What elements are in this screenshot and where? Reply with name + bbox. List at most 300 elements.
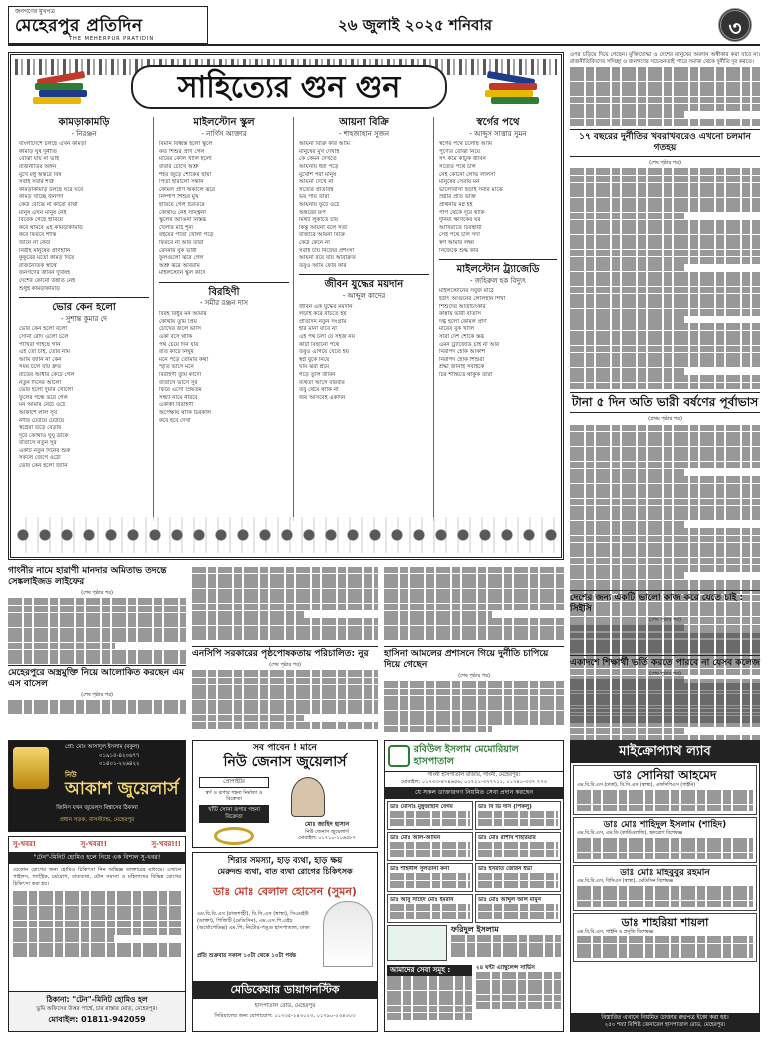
text-line [384,567,564,574]
text-line [13,928,181,935]
text-line [570,183,760,190]
doctor-degrees: এম.বি.বি.এস (রাজশাহী), বি.সি.এস (স্বাস্থ্য), সিএমইউ (ডাক্তা), পিজিটি (মেডিসিন), এম.এস.পি.এইচ (অর্থোপেডিক্স) এম.পি, নিটোর-পঙ্গু হাসপাতাল, ঢাকা [197,911,310,931]
text-line [384,574,564,581]
poem-line: সত্যের পথে চলি [439,164,476,171]
poem-line: কেউ বোঝে না কারো ব্যথা [19,202,78,208]
text-line [577,951,753,958]
text-line [478,850,558,857]
text-line [192,589,378,596]
poem-line: আয়নায় ধরা পড়ে [299,164,339,171]
poem-line: জীবন এক যুদ্ধের ময়দান [299,303,353,310]
poem-title: স্বর্গের পথে [476,117,520,128]
news-article-1 [8,566,186,734]
poem-line: নতুন দিনের আলো [19,379,62,386]
doctor-name: ডাঃ মোঃ রাশীব শাহরিয়ার [478,834,536,841]
doctor-name: ডাঃ মোঃ আব্দুল আল মামুন [478,896,541,903]
text-line [577,838,753,845]
necklace-image [13,747,49,789]
text-line [13,891,181,898]
text-line [390,912,470,919]
article-body-lines [570,168,760,389]
poem-line: সবাই চায় নিজের প্রশংসা [299,247,355,254]
poem-line: আখিরাতে চিরস্থায়ী [439,224,482,231]
poem-line: কামড় খাচ্ছে জনগণ [19,194,64,201]
ad-centre-name: মেডিকেয়ার ডায়াগনস্টিক [193,981,377,999]
text-line [192,692,378,699]
news-article-4 [192,646,378,736]
hospital-doctor-card [475,832,561,861]
text-line [478,811,558,818]
article-headline: এনসিপি সরকারের পৃষ্ঠপোষকতায় পরিচালিত: নুর [192,649,369,659]
text-line [384,626,564,633]
poem-line: মুখোশ পরা মানুষ [299,171,337,178]
poem-column-2 [159,117,289,425]
poem-line: স্মৃতি ভাসে মনে [159,364,194,371]
poem-author: - শাহজাহান সুজন [338,129,390,138]
continuation-note: (শেষ পৃষ্ঠার পর) [649,670,681,677]
ad-person-name: মোঃ জাহিদ হাসান [304,821,350,828]
text-line [577,845,753,852]
poem-line: নিরাপদ হোক আকাশ [439,349,486,356]
poem-line: বাতাসে নতুন সুর [19,440,57,447]
ad-orthopedic-doctor [192,852,378,1032]
text-line [570,558,760,565]
text-line [570,119,760,126]
hospital-doctor-grid [385,801,563,923]
poem-line: খেলার মাঠ শূন্য [159,224,194,231]
ad-subheadline: মেরুদন্ড ব্যথা, বাত ব্যথা রোগের চিকিৎসক [217,866,353,876]
article-headline: দেশের জন্য একটি ভালো কাজ করে যেতে চাই : সিইসি [570,590,760,615]
poem-line: প্রতিদিন নতুন সংগ্রাম [299,318,347,325]
article-headline: মেহেরপুরে অস্ত্রমুক্তি নিয়ে আলোকিত করছেন এম এস বাসেল [8,665,186,690]
poem-author: - আব্দুস সাত্তার সুমন [469,129,527,138]
doctor-name: ডাঃ শাহনীল সুলতানা কনা [390,865,450,872]
text-line [387,1006,472,1013]
doctor-name: ডাঃ মোঃ শাহিদুল ইসলাম (শাহিদ) [603,820,727,831]
text-line [570,476,760,483]
text-line [390,881,470,888]
text-line [570,484,760,491]
hospital-doctor-card [387,894,473,923]
text-line [8,707,186,714]
poem-line: সময় চলে যায় দ্রুত [19,364,62,371]
poem-line: দূরে কোথাও ঘুঘু ডাকে [19,432,69,439]
text-line [570,462,760,469]
ad-address: ভুমি অফিসের উত্তর পার্শ্বে, চার রাস্তার মোড়, মেহেরপুর। [36,1006,158,1013]
poem-line: কোথায় তুমি প্রিয় [159,318,197,325]
poem-line: একাকী বিরহিণী [159,402,194,409]
poem-line: নিরাপদ হোক শিশুরা [439,356,485,363]
poem-line: কামড়ি ঘুষ দুর্নীতি [19,148,58,155]
poem-line: বিরহিণী তুমি কাঁদো [159,371,202,378]
text-line [570,375,760,382]
poem-line: পুণ্যের বোঝা নিয়ে [439,148,481,155]
poem-line: আয়না রয়ে যায় অবিক্রিত [299,255,356,262]
text-line [570,550,760,557]
lab-doctor-card [573,913,757,962]
doctor-name: ডাঃ মোসাঃ মুন্নুজাহান বেগম [390,803,453,810]
text-line [570,425,760,432]
text-line [451,950,561,957]
text-line [13,913,181,920]
poem-line: মায়ের কোল খালি হলো [159,156,212,163]
poem-line: এমন ট্র্যাজেডি চাই না আর [439,341,500,348]
poem-author: - সুশান্ত কুমার দে [60,314,107,323]
text-line [570,301,760,308]
ad-ten-minute-homeo [8,836,186,1032]
poem-line: সারা দেশ শোকে স্তব্ধ [439,333,485,340]
poem-line: মানুষের সেবায় মন [439,179,480,186]
poem-line: শুধুই কামড়াকামড়ি [19,285,61,292]
article-headline: টানা ৫ দিন অতি ভারী বর্ষণের পূর্বাভাস [570,392,760,413]
text-line [577,944,753,951]
poem-author: - আব্দুল কাদের [342,291,386,300]
text-line [387,1013,472,1020]
ad-owner-label: প্রোপাইটর [199,777,269,788]
poem-line: ভোর কেন হলো বলো [19,326,68,333]
doctor-name: ডাঃ শাহরিয়া শায়লা [621,916,709,930]
poem-line: স্বর্গ আমার লক্ষ্য [439,239,475,246]
ambulance-image [387,925,447,961]
article-headline: ১৭ বছরের দুর্নীতির খবরাখবরেও এখনো চলমান গতহয় [570,129,760,158]
text-line [387,983,472,990]
poem-line: ভালোবাসা ছড়াই সবার মাঝে [439,186,503,193]
poem-line: মায়ের বুক খালি [439,326,474,333]
continuation-note: (শেষ পৃষ্ঠার পর) [81,691,113,698]
hospital-doctor-card [387,832,473,861]
issue-date: ২৬ জুলাই ২০২৫ শনিবার [338,16,492,34]
news-article-2 [192,566,378,646]
text-line [570,294,760,301]
text-line [570,242,760,249]
ring-image [214,827,254,845]
text-line [570,368,684,375]
doctor-name: ডাঃ মোঃ আল-আমিন [390,834,441,841]
doctor-name: ডাঃ আবু সাহেদ মোঃ ইমরান [390,896,454,903]
news-article-6 [570,590,760,730]
text-line [13,943,181,950]
poem-title: জীবন যুদ্ধের ময়দান [324,279,404,291]
text-line [390,873,470,880]
text-line [570,633,760,640]
text-line [570,104,760,111]
good-news-label: সু-খবর!! [80,840,107,848]
text-line [570,383,760,390]
text-line [577,886,753,893]
poem-line: বইয়ের পাতা খোলা পড়ে [159,232,214,239]
text-line [570,111,684,118]
text-line [570,701,760,708]
text-line [570,679,760,686]
text-line [8,700,186,707]
text-line [570,346,760,353]
text-line [570,572,684,579]
ad-address: হাসপাতাল রোড, মেহেরপুর [254,1003,316,1009]
text-line [192,596,378,603]
poem-line: স্কুলের আঙিনা নিস্তব্ধ [159,217,207,224]
text-line [476,980,561,987]
poem-line: কান্নায় ভারী বাতাস [439,311,481,318]
ad-shop-name: নিউ জেনাস জুয়েলার্স [223,754,347,771]
continuation-note: (শেষ পৃষ্ঠার পর) [649,617,681,623]
ad-akash-jewellers [8,740,186,832]
poem-line: মাইলস্টোনের সবুজ মাঠে [439,288,494,295]
poem-line: পাখিরা গাইছে গান [19,341,61,348]
text-line [8,606,186,613]
news-article-3 [384,566,564,646]
text-line [570,513,760,520]
text-line [577,893,753,900]
poem-line: পাপ থেকে দূরে থাকি [439,209,485,216]
poem-line: বিরহ বিধুর মন আমার [159,311,207,318]
text-line [570,257,760,264]
news-article-5 [384,646,564,736]
text-line [384,633,564,640]
poem-line: ভয় পায় তারা [299,194,330,201]
continuation-note: (শেষ পৃষ্ঠার পর) [269,662,301,668]
article-body-lines [577,936,753,958]
text-line [192,707,378,714]
poem-line: স্বর্গের পথে চলেছি আমি [439,141,493,148]
poem-line: পথ চেয়ে দিন যায় [159,341,199,348]
text-line [451,943,561,950]
text-line [13,950,181,957]
article-headline: একাদশে শিক্ষার্থী ভর্তি করতে পারবে না যেসব কলেজ [570,655,760,669]
text-line [384,581,564,588]
hospital-doctor-card [475,801,561,830]
poem-line: তবুও এগিয়ে যেতে হয় [299,349,349,356]
poem-line: আমি জানি না কেন [19,356,62,363]
poem-line: মনে পড়ে তোমার কথা [159,356,209,363]
text-line [8,635,186,642]
text-line [192,626,378,633]
text-line [192,618,378,625]
article-body-lines [570,625,760,654]
poem-line: কত শিশুর প্রাণ গেল [159,148,205,155]
poem-line: বাতাসে ভাসে সুর [159,379,198,386]
doctor-name: ডাঃ মোঃ বেলাল হোসেন (সুমন) [213,884,357,898]
text-line [8,620,186,627]
good-news-label: সু-খবর!!! [151,840,181,848]
poem-line: মিথ্যা লুকাতে চায় [299,217,339,224]
poem-line: কেউ কেনে না [299,239,330,246]
text-line [570,67,760,74]
text-line [192,722,378,729]
poem-line: এই পথ চলা যে সহজ নয় [299,333,356,340]
poem-line: স্বপ্নেরা উড়ে বেড়ায় [19,425,62,432]
text-line [390,811,470,818]
text-line [13,935,114,942]
ad-headline: "টেন"-মিনিট হোমিও হলে নিয়ে এক বিশাল সু-খবর! [9,852,185,864]
article-body-lines [192,567,378,640]
lab-doctor-card [573,765,757,815]
poem-line: কুকুরের মতো কামড় দিয়ে [19,255,75,262]
poem-line: নিষ্পাপ শিশুর মুখ [159,194,199,201]
books-illustration-left [31,73,95,103]
text-line [192,715,304,722]
poem-line: কবে ফিরবে শান্তি [19,232,57,239]
poem-line: মাইলস্টোন স্কুল কাঁদে [159,270,206,277]
text-line [570,536,760,543]
hospital-address: গাংনী হাসপাতাল বাজার, গাংনী, মেহেরপুর। [427,771,521,778]
text-line [192,633,378,640]
poem-line: স্বপ্ন বুকে নিয়ে [299,356,330,363]
poem-line: ফিরবে না আর তারা [159,239,204,246]
text-line [478,819,558,826]
poem-line: আকাশে লাল সূর্য [19,409,58,416]
poem-title: মাইলস্টোন স্কুল [193,117,255,128]
poem-line: ফিরে এসো প্রিয়তম [159,387,202,394]
text-line [570,439,760,446]
text-line [478,873,558,880]
text-line [570,235,760,242]
specialist-name: ফরিদুল ইসলাম [451,924,499,934]
lab-note: বিস্তারিত এখানে নিয়মিত ডাক্তার রুগ্নপত্র ইকো করা হয়। [601,1015,729,1022]
poem-body [159,141,289,278]
page-number: ৩ [718,8,752,42]
text-line [570,640,760,647]
article-body-lines [384,567,564,640]
poem-line: তবু থেমে থাকি না [299,387,339,394]
text-line [192,581,378,588]
text-line [570,227,760,234]
poem-column-1 [19,117,149,471]
article-body-lines [577,886,753,908]
text-line [8,613,186,620]
doctor-degrees: এম.বি.বি.এস, গাইনি ও প্রসূতি বিশেষজ্ঞ [577,929,653,935]
poem-line: চোখের জলে ভাসি [159,326,201,333]
text-line [384,611,492,618]
text-line [192,678,378,685]
poem-body [159,311,289,425]
poem-title: কামড়াকামড়ি [58,117,110,128]
ornament-border-bottom [15,517,557,553]
ad-tagline: জিনিস যখন জুয়েল্স বিশ্বাসের ঠিকানা [56,805,138,811]
poem-line: সৎ কর্মে কাটুক জীবন [439,156,486,163]
poem-line: দগ্ধ হলো কোমল প্রাণ [439,318,487,325]
text-line [570,521,684,528]
poem-line: আয়না দেখে না [299,179,334,186]
text-line [570,565,760,572]
poem-line: ভোর কেন হলো জানি [19,463,68,470]
poem-line: কাঁটা বিছানো পথে [299,341,340,348]
poem-line: একটি নতুন দিনের শুরু [19,447,71,454]
hospital-doctor-card [387,863,473,892]
poem-line: শ্রদ্ধা জানাই সবাইকে [439,364,485,371]
text-line [384,589,564,596]
text-line [570,190,760,197]
text-line [577,901,753,908]
article-headline: গাংনীর নামে হারাণী মানদার অমিতাভ তদন্তে সেঙ্কলাইজড লাইফের [8,566,167,587]
poem-line: বেদনায় বুক ভারী [159,247,197,254]
text-line [478,881,558,888]
masthead-tagline: জনগণের মুখপত্র [15,8,55,15]
poem-author: - নার্গিস আক্তার [201,129,247,138]
hospital-logo-icon [388,745,410,767]
ad-mobile: মোবাইল: 01811-942059 [48,1015,146,1025]
poem-line: কবে থামবে এই কামড়াকামড়ি [19,224,83,231]
article-body-lines [8,700,186,714]
text-line [570,82,760,89]
continuation-note: (প্রথম পৃষ্ঠার পর) [648,416,682,423]
doctor-degrees: এম.বি.বি.এস, বিসিএস (স্বাস্থ্য), মেডিসিন বিশেষজ্ঞ [577,879,673,885]
text-line [570,338,760,345]
text-line [476,987,561,994]
text-line [476,995,561,1002]
poem-line: রাতের আঁধার কেটে গেল [19,371,75,378]
poem-line: বিবেক গেছে হারিয়ে [19,217,63,224]
continuation-note: (শেষ পৃষ্ঠার পর) [649,160,681,167]
newspaper-name: মেহেরপুর প্রতিদিন [15,16,143,36]
poem-line: ব্যর্থতা আসে বারবার [299,379,345,386]
text-line [570,716,760,723]
text-line [570,74,760,81]
poem-author: - নিরঞ্জন [71,129,97,138]
poem-line: মানুষের মুখ দেখাই [299,148,340,155]
text-line [451,935,561,942]
text-line [577,797,753,804]
text-line [192,700,378,707]
text-line [570,499,760,506]
text-line [384,711,564,718]
doctor-photo [323,901,373,967]
text-line [570,580,760,587]
text-line [570,287,760,294]
poem-line: দেশের কোনো উন্নতি নেই [19,277,76,284]
poem-column-4 [439,117,557,380]
text-line [192,604,378,611]
article-body-lines [192,670,378,729]
lab-doctor-card [573,865,757,911]
poem-line: রাজনীতির অঙ্গন [19,164,57,171]
text-line [570,272,760,279]
ambulance-service: ২৪ ঘন্টা এ্যাম্বুলেন্স সার্ভিস [476,964,535,971]
ad-name-prefix: নিউ [65,771,77,779]
poem-line: ফুলের গন্ধে ভরে গেল [19,394,68,401]
ad-subtitle: স্বর্ণ ও রূপার গহনা নির্মাতা ও বিক্রেতা [205,789,263,802]
ad-phone: মোবাইল: ০১৭১০-১০৬৫৮৭ [298,834,356,841]
poem-title: ভোর কেন হলো [52,302,116,314]
poem-line: শিশুদের আর্তচিৎকার [439,303,486,310]
ad-phone: ০১৯১৫-৪২০৬৭৭ [99,753,140,759]
text-line [570,250,760,257]
text-line [13,898,181,905]
article-body-lines [8,598,186,664]
masthead [8,6,760,46]
poem-title: বিরহিণী [208,286,240,298]
ad-phone: ০১৪০১-২২৬৪২২ [99,761,140,767]
article-text: ওপর চড়িয়ে দিয়ে গেছেন। মুক্তিযোদ্ধা ও দেশের মানুষের অবদান অস্বীকার করা যাবে না। রাজনীতিবিদদের সদিচ্ছা ও জনগণের সচেতনতাই পারে সমাজ থেকে দুর্নীতি দূর করতে। [570,52,760,66]
text-line [384,681,564,688]
poem-line: চির শান্তিতে থাকুক তারা [439,371,493,378]
poem-line: পিতা হারালো সন্তান [159,179,204,186]
poem-line: প্রার্থনায় মগ্ন হই [439,202,473,208]
lab-address: ২৫০ শয্যা বিশিষ্ট জেনারেল হাসপাতাল রোড, মেহেরপুর। [604,1022,726,1029]
doctor-name: ডাঃ সোনিয়া আহমেদ [613,768,717,783]
poem-line: বিমান বিধ্বস্ত হলো স্কুলে [159,141,213,148]
poem-line: শহর জুড়ে শোকের ছায়া [159,171,212,178]
ad-owner: প্রো: মোঃ আসাদুল ইসলাম (বকুল) [65,744,140,750]
hospital-doctor-card [387,801,473,830]
text-line [570,447,760,454]
text-line [13,921,181,928]
text-line [384,689,564,696]
ad-gold-line: খাঁটি সোনা রূপার গহনা বিক্রেতা [199,805,269,823]
poem-line: ঘাম ঝরা শ্রমে [299,364,330,371]
doctor-name: ডাঃ বি ডি দাস (পিকলু) [478,803,532,810]
ad-new-jenus-jewellers [192,740,378,848]
text-line [570,205,760,212]
